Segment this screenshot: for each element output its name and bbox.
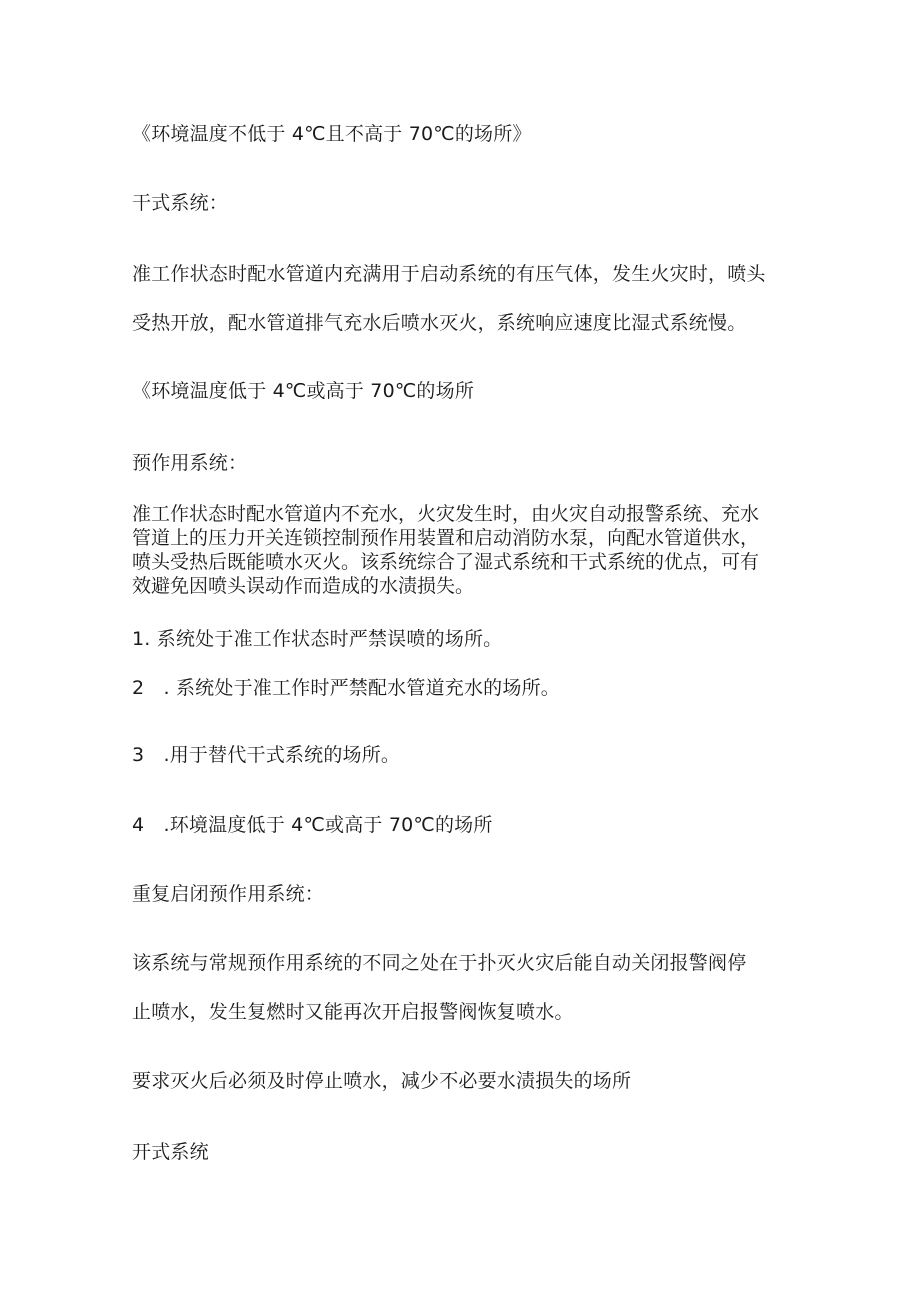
applicable-condition-wet: 《环境温度不低于 4℃且不高于 70℃的场所》 — [132, 123, 532, 145]
preaction-desc-line-1: 准工作状态时配水管道内不充水，火灾发生时，由火灾自动报警系统、充水 — [132, 503, 760, 525]
heading-repeat-preaction-system: 重复启闭预作用系统： — [132, 883, 325, 905]
preaction-desc-line-2: 管道上的压力开关连锁控制预作用装置和启动消防水泵，向配水管道供水， — [132, 527, 760, 549]
list-item-4: 4 .环境温度低于 4℃或高于 70℃的场所 — [132, 814, 493, 836]
applicable-condition-dry: 《环境温度低于 4℃或高于 70℃的场所 — [132, 380, 475, 402]
list-item-3: 3 .用于替代干式系统的场所。 — [132, 744, 401, 766]
list-item-2: 2 . 系统处于准工作时严禁配水管道充水的场所。 — [132, 677, 560, 699]
repeat-preaction-desc-line-2: 止喷水，发生复燃时又能再次开启报警阀恢复喷水。 — [132, 1001, 574, 1023]
list-item-1: 1. 系统处于准工作状态时严禁误喷的场所。 — [132, 628, 503, 650]
dry-system-desc-line-2: 受热开放，配水管道排气充水后喷水灭火，系统响应速度比湿式系统慢。 — [132, 312, 747, 334]
heading-preaction-system: 预作用系统： — [132, 452, 248, 474]
heading-open-system: 开式系统 — [132, 1141, 209, 1163]
repeat-preaction-desc-line-1: 该系统与常规预作用系统的不同之处在于扑灭火灾后能自动关闭报警阀停 — [132, 952, 747, 974]
preaction-desc-line-4: 效避免因喷头误动作而造成的水渍损失。 — [132, 575, 475, 597]
applicable-condition-repeat: 要求灭火后必须及时停止喷水，减少不必要水渍损失的场所 — [132, 1070, 632, 1092]
heading-dry-system: 干式系统： — [132, 192, 229, 214]
preaction-desc-line-3: 喷头受热后既能喷水灭火。该系统综合了湿式系统和干式系统的优点，可有 — [132, 551, 760, 573]
preaction-system-description — [132, 502, 802, 598]
dry-system-desc-line-1: 准工作状态时配水管道内充满用于启动系统的有压气体，发生火灾时，喷头 — [132, 263, 766, 285]
